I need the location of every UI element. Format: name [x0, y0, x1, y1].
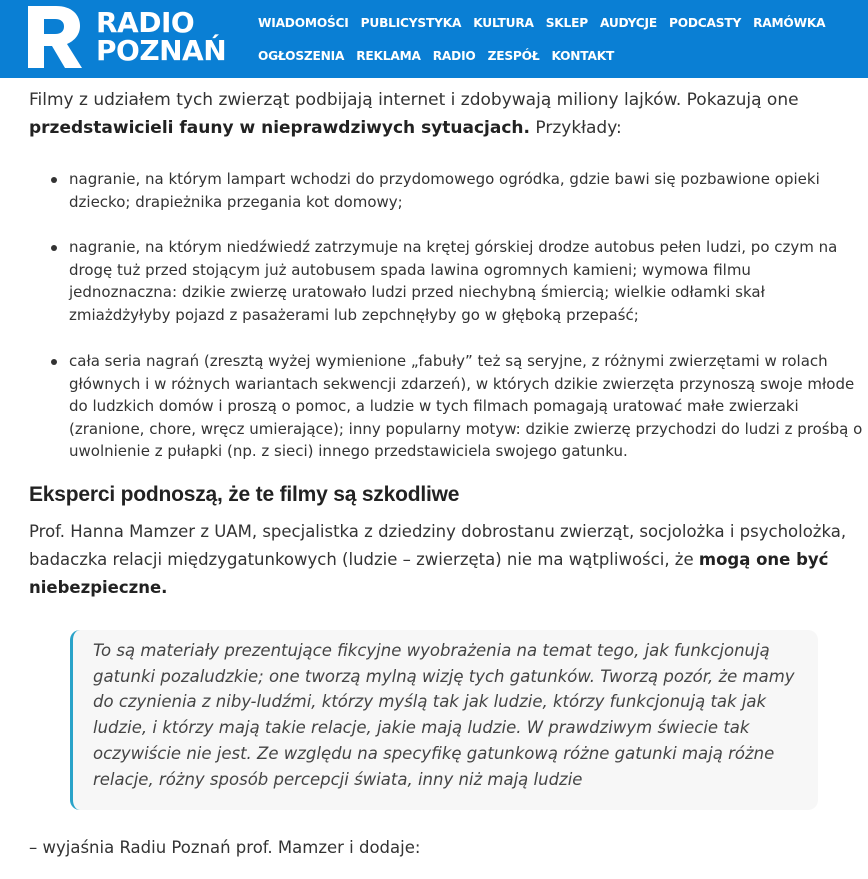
intro-emphasis: przedstawicieli fauny w nieprawdziwych sytuacjach.	[29, 118, 530, 138]
nav-reklama[interactable]: REKLAMA	[356, 48, 421, 63]
nav-row-2	[258, 39, 626, 72]
list-item-text: nagranie, na którym niedźwiedź zatrzymuje na krętej górskiej drodze autobus pełen ludzi, po czym na drogę tuż przed stojącym już autobusem spada lawina ogromnych kamieni; wymowa filmu jednoznaczna: dzikie zwierzę uratowało ludzi przed niechybną śmiercią; wielkie odłamki skał zmiażdżyłyby pojazd z pasażerami lub zepchnęłyby go w głęboką przepaść;	[69, 238, 838, 324]
nav-audycje[interactable]: AUDYCJE	[599, 15, 657, 30]
expert-emphasis: mogą one być niebezpieczne.	[29, 550, 829, 597]
nav-ramowka[interactable]: RAMÓWKA	[753, 15, 826, 30]
logo-text-radio: RADIO	[96, 6, 195, 39]
section-heading: Eksperci podnoszą, że te filmy są szkodliwe	[29, 483, 460, 506]
list-item-text: nagranie, na którym lampart wchodzi do przydomowego ogródka, gdzie bawi się pozbawione opieki dziecko; drapieżnika przegania kot domowy;	[69, 170, 820, 211]
site-header	[0, 0, 868, 78]
intro-text: Filmy z udziałem tych zwierząt podbijają internet i zdobywają miliony lajków. Pokazują one	[29, 90, 799, 110]
list-item	[29, 236, 863, 326]
intro-paragraph	[29, 86, 863, 142]
intro-tail: Przykłady:	[529, 118, 622, 138]
nav-kultura[interactable]: KULTURA	[473, 15, 534, 30]
logo-r-mark-icon	[26, 4, 88, 70]
nav-radio[interactable]: RADIO	[432, 48, 476, 63]
radio-poznan-logo[interactable]	[26, 4, 236, 70]
bullet-icon	[51, 177, 57, 183]
bullet-icon	[51, 359, 57, 365]
quote-text: To są materiały prezentujące fikcyjne wyobrażenia na temat tego, jak funkcjonują gatunki pozaludzkie; one tworzą mylną wizję tych gatunków. Tworzą pozór, że mamy do czynienia z niby-ludźmi, którzy myślą tak jak ludzie, którzy funkcjonują tak jak ludzie, i którzy mają takie relacje, jakie mają ludzie. W prawdziwym świecie tak oczywiście nie jest. Ze względu na specyfikę gatunkową różne gatunki mają różne relacje, różny sposób percepcji świata, inny niż mają ludzie	[93, 641, 795, 789]
nav-publicystyka[interactable]: PUBLICYSTYKA	[360, 15, 462, 30]
nav-wiadomosci[interactable]: WIADOMOŚCI	[258, 15, 349, 30]
expert-text: Prof. Hanna Mamzer z UAM, specjalistka z dziedziny dobrostanu zwierząt, socjolożka i psycholożka, badaczka relacji międzygatunkowych (ludzie – zwierzęta) nie ma wątpliwości, że	[29, 522, 847, 569]
nav-row-1	[258, 6, 837, 39]
nav-sklep[interactable]: SKLEP	[545, 15, 588, 30]
expert-quote	[70, 630, 818, 810]
nav-zespol[interactable]: ZESPÓŁ	[487, 48, 540, 63]
logo-text-poznan: POZNAŃ	[96, 34, 227, 67]
nav-podcasty[interactable]: PODCASTY	[668, 15, 742, 30]
expert-paragraph	[29, 518, 863, 602]
after-quote-text: – wyjaśnia Radiu Poznań prof. Mamzer i dodaje:	[29, 838, 421, 857]
nav-ogloszenia[interactable]: OGŁOSZENIA	[258, 48, 345, 63]
list-item	[29, 168, 863, 213]
list-item-text: cała seria nagrań (zresztą wyżej wymienione „fabuły” też są seryjne, z różnymi zwierzętami w rolach głównych i w różnych wariantach sekwencji zdarzeń), w których dzikie zwierzęta przynoszą swoje młode do ludzkich domów i proszą o pomoc, a ludzie w tych filmach pomagają uratować małe zwierzaki (zranione, chore, wręcz umierające); inny popularny motyw: dzikie zwierzę przychodzi do ludzi z prośbą o uwolnienie z pułapki (np. z sieci) innego przedstawiciela swojego gatunku.	[69, 352, 863, 460]
list-item	[29, 350, 863, 463]
nav-kontakt[interactable]: KONTAKT	[551, 48, 615, 63]
bullet-icon	[51, 245, 57, 251]
